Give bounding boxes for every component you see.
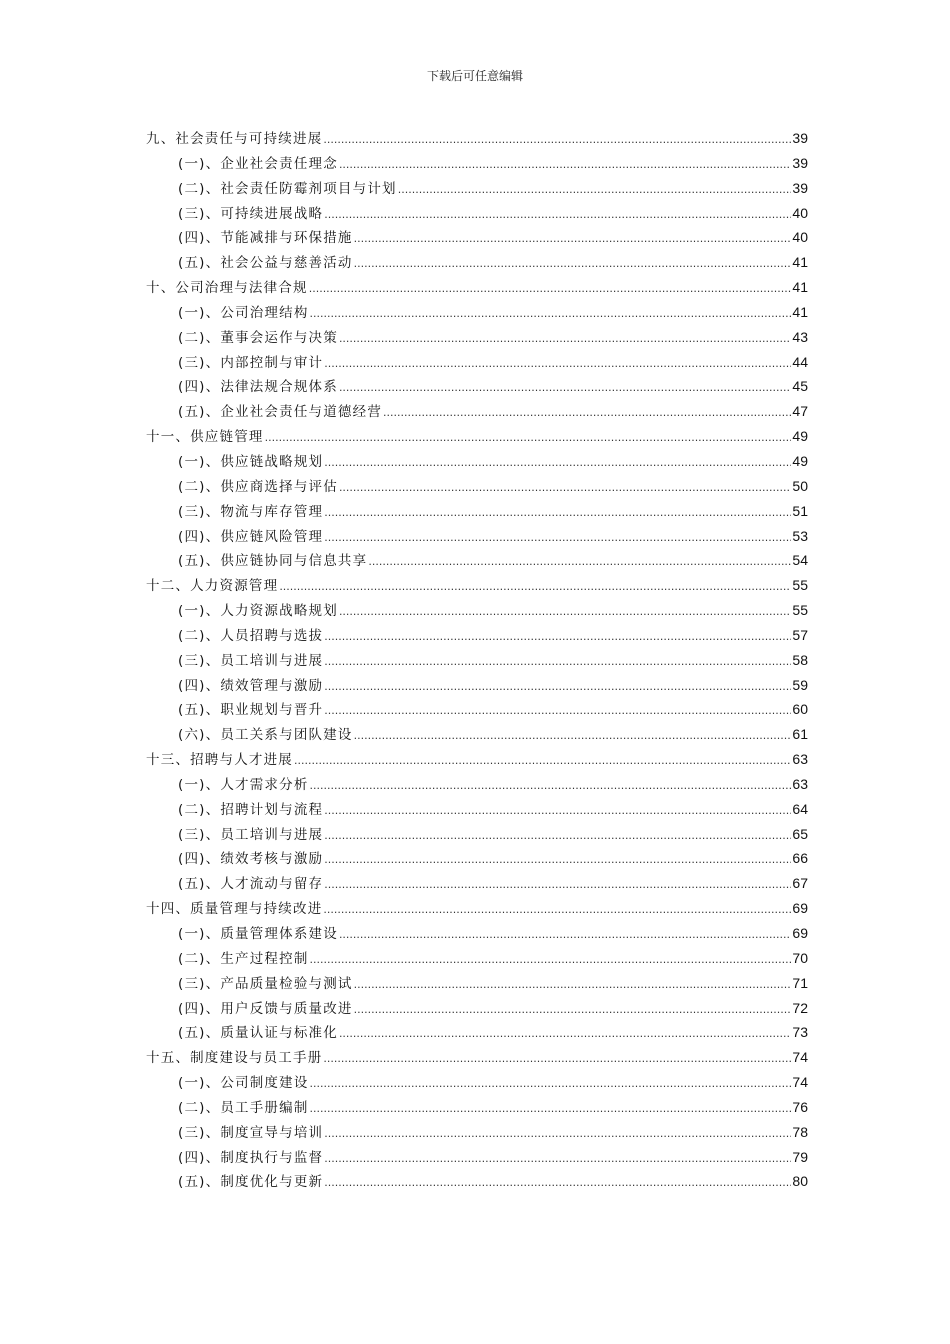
toc-entry-title: (三)、制度宣导与培训 [178,1124,324,1141]
toc-entry-title: (二)、员工手册编制 [178,1099,309,1116]
toc-page-number: 55 [792,602,808,619]
toc-entry-title: 十、公司治理与法律合规 [146,280,308,297]
toc-dot-leader [398,178,792,203]
toc-dot-leader [310,302,792,327]
toc-dot-leader [323,898,791,923]
toc-page-number: 41 [792,279,808,296]
toc-page-number: 74 [792,1049,808,1066]
toc-dot-leader [354,973,792,998]
toc-entry-title: 十四、质量管理与持续改进 [146,901,323,918]
toc-entry-title: (二)、人员招聘与选拔 [178,627,324,644]
toc-entry-title: (五)、质量认证与标准化 [178,1025,338,1042]
toc-page-number: 59 [792,676,808,693]
toc-entry-title: (五)、社会公益与慈善活动 [178,255,353,272]
toc-entry-title: (五)、企业社会责任与道德经营 [178,404,383,421]
toc-entry-title: (一)、人才需求分析 [178,776,309,793]
toc-dot-leader [339,600,791,625]
toc-section-entry[interactable] [146,1120,808,1145]
toc-page-number: 45 [792,378,808,395]
toc-entry-title: (四)、绩效管理与激励 [178,677,324,694]
toc-page-number: 73 [792,1024,808,1041]
toc-page-number: 76 [792,1098,808,1115]
toc-dot-leader [339,476,791,501]
toc-dot-leader [324,352,791,377]
toc-section-entry[interactable] [146,946,808,971]
toc-entry-title: 十一、供应链管理 [146,429,264,446]
toc-page-number: 53 [792,527,808,544]
toc-dot-leader [324,625,791,650]
toc-dot-leader [354,724,792,749]
toc-section-entry[interactable] [146,499,808,524]
toc-section-entry[interactable] [146,250,808,275]
toc-page-number: 64 [792,800,808,817]
page-header: 下载后可任意编辑 [426,69,523,83]
toc-section-entry[interactable] [146,374,808,399]
toc-page-number: 69 [792,900,808,917]
toc-section-entry[interactable] [146,797,808,822]
toc-section-entry[interactable] [146,772,808,797]
toc-section-entry[interactable] [146,1169,808,1194]
toc-section-entry[interactable] [146,449,808,474]
toc-dot-leader [383,401,791,426]
toc-page-number: 70 [792,949,808,966]
toc-entry-title: (四)、用户反馈与质量改进 [178,1000,353,1017]
toc-page-number: 78 [792,1123,808,1140]
toc-page-number: 72 [792,999,808,1016]
toc-page-number: 55 [792,577,808,594]
toc-entry-title: (五)、人才流动与留存 [178,876,324,893]
toc-page-number: 39 [792,154,808,171]
toc-entry-title: (一)、公司制度建设 [178,1075,309,1092]
toc-entry-title: (二)、董事会运作与决策 [178,329,338,346]
toc-section-entry[interactable] [146,1070,808,1095]
toc-entry-title: (三)、可持续进展战略 [178,205,324,222]
toc-section-entry[interactable] [146,151,808,176]
toc-section-entry[interactable] [146,673,808,698]
toc-page-number: 69 [792,925,808,941]
toc-page-number: 51 [792,502,808,519]
toc-page-number: 61 [792,726,808,743]
toc-section-entry[interactable] [146,846,808,871]
toc-dot-leader [323,128,791,153]
toc-section-entry[interactable] [146,350,808,375]
toc-dot-leader [279,575,791,600]
toc-chapter-entry[interactable] [146,126,808,151]
toc-dot-leader [324,203,791,228]
toc-page-number: 44 [792,353,808,370]
toc-dot-leader [294,749,791,774]
toc-page-number: 66 [792,850,808,867]
toc-page-number: 57 [792,626,808,643]
toc-dot-leader [324,824,791,849]
toc-page-number: 74 [792,1074,808,1091]
toc-entry-title: (六)、员工关系与团队建设 [178,727,353,744]
toc-entry-title: (一)、公司治理结构 [178,304,309,321]
toc-dot-leader [324,1147,791,1172]
toc-dot-leader [324,526,791,551]
toc-section-entry[interactable] [146,325,808,350]
toc-section-entry[interactable] [146,871,808,896]
toc-section-entry[interactable] [146,971,808,996]
toc-section-entry[interactable] [146,201,808,226]
toc-entry-title: (五)、职业规划与晋升 [178,702,324,719]
toc-page-number: 49 [792,428,808,445]
toc-section-entry[interactable] [146,225,808,250]
toc-dot-leader [324,848,791,873]
toc-entry-title: (一)、供应链战略规划 [178,453,324,470]
toc-dot-leader [339,153,791,178]
toc-section-entry[interactable] [146,399,808,424]
toc-section-entry[interactable] [146,697,808,722]
toc-section-entry[interactable] [146,822,808,847]
toc-dot-leader [324,1171,791,1196]
toc-dot-leader [339,1022,791,1047]
toc-section-entry[interactable] [146,648,808,673]
toc-dot-leader [368,550,791,575]
toc-section-entry[interactable] [146,722,808,747]
toc-dot-leader [324,873,791,898]
toc-dot-leader [354,252,792,277]
toc-page-number: 41 [792,303,808,320]
toc-dot-leader [324,699,791,724]
toc-dot-leader [323,1047,791,1072]
toc-chapter-entry[interactable] [146,424,808,449]
toc-dot-leader [354,227,792,252]
toc-section-entry[interactable] [146,623,808,648]
toc-section-entry[interactable] [146,474,808,499]
toc-entry-title: (四)、制度执行与监督 [178,1149,324,1166]
table-of-contents [146,126,808,1194]
toc-entry-title: (四)、节能减排与环保措施 [178,230,353,247]
toc-page-number: 54 [792,552,808,569]
toc-page-number: 58 [792,651,808,668]
toc-page-number: 63 [792,775,808,792]
toc-entry-title: (三)、产品质量检验与测试 [178,975,353,992]
toc-page-number: 65 [792,825,808,842]
toc-entry-title: 九、社会责任与可持续进展 [146,131,323,147]
toc-page-number: 50 [792,477,808,494]
toc-page-number: 60 [792,701,808,718]
toc-page-number: 39 [792,179,808,196]
toc-section-entry[interactable] [146,300,808,325]
toc-dot-leader [324,799,791,824]
toc-section-entry[interactable] [146,176,808,201]
toc-dot-leader [324,451,791,476]
toc-dot-leader [324,501,791,526]
toc-dot-leader [354,998,792,1023]
toc-entry-title: (一)、质量管理体系建设 [178,926,338,942]
toc-entry-title: (四)、法律法规合规体系 [178,379,338,396]
toc-section-entry[interactable] [146,996,808,1021]
toc-section-entry[interactable] [146,524,808,549]
toc-dot-leader [310,1097,792,1122]
toc-dot-leader [339,923,791,948]
toc-section-entry[interactable] [146,921,808,946]
toc-entry-title: (三)、内部控制与审计 [178,354,324,371]
toc-page-number: 71 [792,974,808,991]
toc-entry-title: (三)、员工培训与进展 [178,652,324,669]
toc-page-number: 67 [792,875,808,892]
toc-dot-leader [309,277,792,302]
toc-page-number: 39 [792,130,808,146]
toc-dot-leader [324,1122,791,1147]
toc-entry-title: (四)、绩效考核与激励 [178,851,324,868]
toc-dot-leader [310,948,792,973]
toc-chapter-entry[interactable] [146,747,808,772]
toc-page-number: 47 [792,403,808,420]
toc-entry-title: (五)、供应链协同与信息共享 [178,553,368,570]
toc-page-number: 63 [792,751,808,768]
toc-chapter-entry[interactable] [146,1045,808,1070]
toc-chapter-entry[interactable] [146,896,808,921]
toc-dot-leader [339,376,791,401]
toc-dot-leader [310,774,792,799]
toc-section-entry[interactable] [146,598,808,623]
toc-page-number: 41 [792,254,808,271]
toc-page-number: 80 [792,1173,808,1190]
toc-section-entry[interactable] [146,1020,808,1045]
toc-dot-leader [324,675,791,700]
toc-entry-title: (二)、生产过程控制 [178,950,309,967]
toc-chapter-entry[interactable] [146,573,808,598]
toc-entry-title: 十三、招聘与人才进展 [146,752,293,769]
toc-entry-title: (二)、社会责任防霉剂项目与计划 [178,180,397,197]
toc-section-entry[interactable] [146,1095,808,1120]
toc-entry-title: (三)、物流与库存管理 [178,503,324,520]
toc-section-entry[interactable] [146,548,808,573]
toc-section-entry[interactable] [146,1145,808,1170]
toc-entry-title: (四)、供应链风险管理 [178,528,324,545]
toc-entry-title: (一)、企业社会责任理念 [178,155,338,172]
toc-entry-title: (二)、招聘计划与流程 [178,801,324,818]
toc-entry-title: (二)、供应商选择与评估 [178,478,338,495]
toc-entry-title: (一)、人力资源战略规划 [178,603,338,620]
toc-entry-title: (五)、制度优化与更新 [178,1174,324,1191]
toc-entry-title: 十二、人力资源管理 [146,578,279,595]
toc-page-number: 49 [792,452,808,469]
toc-page-number: 43 [792,328,808,345]
toc-dot-leader [339,327,791,352]
toc-page-number: 79 [792,1148,808,1165]
toc-entry-title: 十五、制度建设与员工手册 [146,1050,323,1067]
toc-page-number: 40 [792,204,808,221]
toc-dot-leader [265,426,792,451]
toc-dot-leader [310,1072,792,1097]
toc-page-number: 40 [792,229,808,246]
toc-chapter-entry[interactable] [146,275,808,300]
toc-dot-leader [324,650,791,675]
toc-entry-title: (三)、员工培训与进展 [178,826,324,843]
